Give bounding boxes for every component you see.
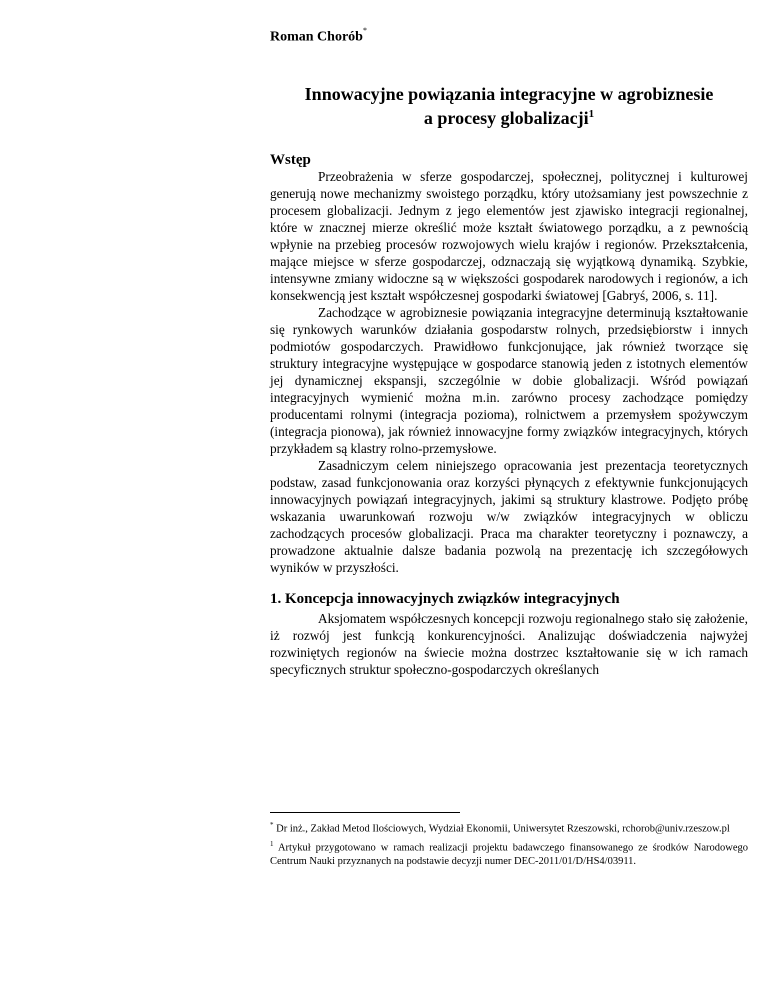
footnote-text: Dr inż., Zakład Metod Ilościowych, Wydział Ekonomii, Uniwersytet Rzeszowski, rchorob@univ.rzeszow.pl bbox=[276, 823, 730, 835]
footnote-divider bbox=[270, 812, 460, 813]
footnotes bbox=[270, 818, 748, 869]
footnote-mark: 1 bbox=[270, 839, 274, 848]
section-1-body bbox=[270, 610, 748, 678]
author-name: Roman Chorób bbox=[270, 29, 363, 45]
footnote bbox=[270, 837, 748, 870]
paragraph: Przeobrażenia w sferze gospodarczej, społecznej, politycznej i kulturowej generują nowe mechanizmy swoistego porządku, który utożsamiany jest powszechnie z procesem globalizacji. Jednym z jego elementów jest zjawisko integracji regionalnej, które w znacznej mierze określić może kształt światowego porządku, a z pewnością wpłynie na przebieg procesów rozwojowych wielu krajów i regionów. Przekształcenia, mające miejsce w sferze gospodarczej, odznaczają się wyjątkową dynamiką. Szybkie, intensywne zmiany widoczne są w większości gospodarek narodowych i regionów, a ich konsekwencją jest kształt współczesnej gospodarki światowej [Gabryś, 2006, s. 11]. bbox=[270, 169, 748, 303]
intro-body bbox=[270, 168, 748, 576]
title-line-1: Innowacyjne powiązania integracyjne w agrobiznesie bbox=[304, 84, 714, 104]
title-line-2-wrap bbox=[270, 104, 748, 128]
section-1-heading: 1. Koncepcja innowacyjnych związków integracyjnych bbox=[270, 591, 620, 607]
title-line-2: a procesy globalizacji bbox=[423, 108, 589, 128]
intro-heading: Wstęp bbox=[270, 152, 311, 168]
author-line bbox=[270, 28, 367, 46]
paragraph: Zachodzące w agrobiznesie powiązania integracyjne determinują kształtowanie się rynkowych warunków działania gospodarstw rolnych, przedsiębiorstw i innych podmiotów gospodarczych. Prawidłowo funkcjonujące, jak również tworzące się struktury integracyjne występujące w gospodarce stanowią jeden z istotnych elementów jej dynamicznej ekspansji, szczególnie w dobie globalizacji. Wśród powiązań integracyjnych wymienić można m.in. zarówno procesy zachodzące pomiędzy producentami rolnymi (integracja pozioma), rolnictwem a przemysłem spożywczym (integracja pionowa), jak również innowacyjne formy związków integracyjnych, których przykładem są klastry rolno-przemysłowe. bbox=[270, 305, 748, 456]
footnote-mark: * bbox=[270, 821, 274, 829]
footnote-text: Artykuł przygotowano w ramach realizacji projektu badawczego finansowanego ze środków Narodowego Centrum Nauki przyznanych na podstawie decyzji numer DEC-2011/01/D/HS4/03911. bbox=[270, 842, 749, 867]
title-footnote-mark: 1 bbox=[588, 108, 595, 120]
footnote bbox=[270, 818, 748, 837]
article-title bbox=[270, 84, 748, 128]
paragraph: Zasadniczym celem niniejszego opracowania jest prezentacja teoretycznych podstaw, zasad funkcjonowania oraz korzyści płynących z efektywnie funkcjonujących innowacyjnych powiązań integracyjnych, jakimi są struktury klastrowe. Podjęto próbę wskazania uwarunkowań rozwoju w/w związków integracyjnych w obliczu zachodzących procesów globalizacji. Praca ma charakter teoretyczny i poznawczy, a prowadzone aktualnie dalsze badania pozwolą na prezentację ich szczegółowych wyników w przyszłości. bbox=[270, 458, 748, 575]
author-footnote-mark: * bbox=[362, 26, 367, 35]
paragraph: Aksjomatem współczesnych koncepcji rozwoju regionalnego stało się założenie, iż rozwój jest funkcją konkurencyjności. Analizując doświadczenia najwyżej rozwiniętych regionów na świecie można dostrzec kształtowanie się w ich ramach specyficznych struktur społeczno-gospodarczych określanych bbox=[270, 611, 748, 677]
